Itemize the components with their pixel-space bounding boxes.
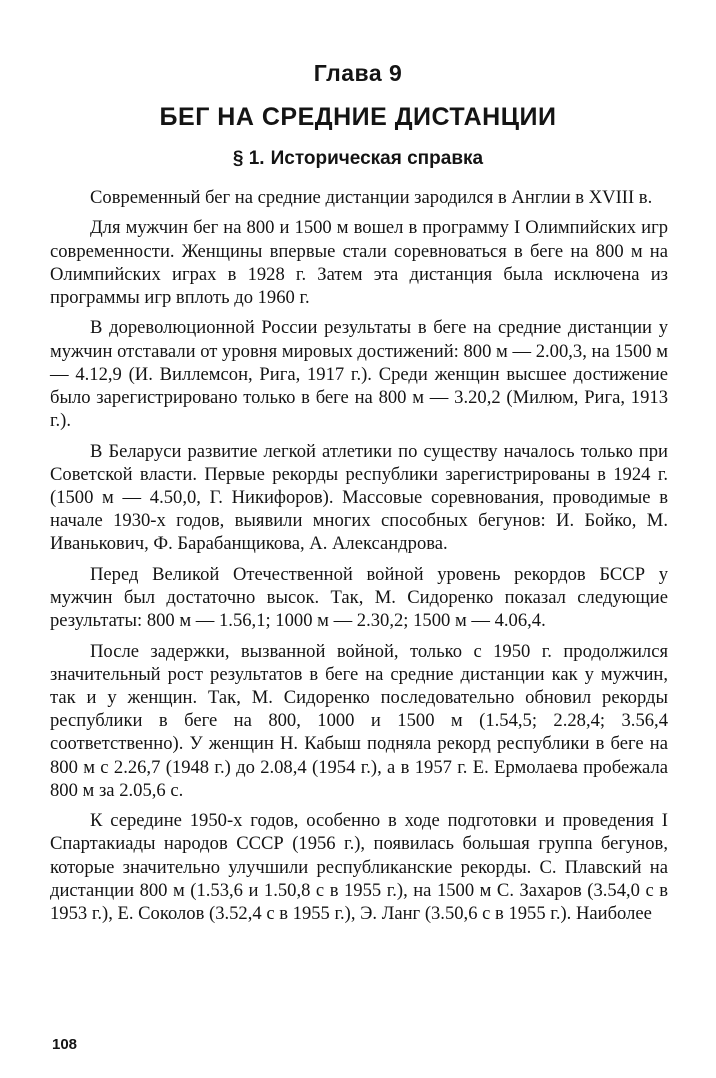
paragraph-7: К середине 1950-х годов, особенно в ходе подготовки и проведения I Спартакиады народов СССР (1956 г.), появилась большая группа бегунов, которые значительно улучшили республиканские рекорды. С. Плавский на дистанции 800 м (1.53,6 и 1.50,8 с в 1955 г.), на 1500 м С. Захаров (3.54,0 с в 1953 г.), Е. Соколов (3.52,4 с в 1955 г.), Э. Ланг (3.50,6 с в 1955 г.). Наиболее: [50, 810, 668, 925]
page-number: 108: [52, 1036, 78, 1053]
paragraph-4: В Беларуси развитие легкой атлетики по существу началось только при Советской власти. Первые рекорды республики зарегистрированы в 1924 г. (1500 м — 4.50,0, Г. Никифоров). Массовые соревнования, проводимые в начале 1930-х годов, выявили многих способных бегунов: И. Бойко, М. Иванькович, Ф. Барабанщикова, А. Александрова.: [50, 440, 668, 555]
section-title: Историческая справка: [270, 148, 484, 169]
section-heading: [0, 148, 716, 170]
paragraph-6: После задержки, вызванной войной, только с 1950 г. продолжился значительный рост результатов в беге на средние дистанции как у мужчин, так и у женщин. Так, М. Сидоренко последовательно обновил рекорды республики в беге на 800, 1000 и 1500 м (1.54,5; 2.28,4; 3.56,4 соответственно). У женщин Н. Кабыш подняла рекорд республики в беге на 800 м с 2.26,7 (1948 г.) до 2.08,4 (1954 г.), а в 1957 г. Е. Ермолаева пробежала 800 м за 2.05,6 с.: [50, 640, 668, 801]
chapter-heading: Глава 9: [313, 60, 403, 86]
paragraph-5: Перед Великой Отечественной войной уровень рекордов БССР у мужчин был достаточно высок. Так, М. Сидоренко показал следующие результаты: 800 м — 1.56,1; 1000 м — 2.30,2; 1500 м — 4.06,4.: [50, 563, 668, 632]
body-text: [50, 186, 668, 932]
paragraph-1: Современный бег на средние дистанции зародился в Англии в XVIII в.: [90, 187, 653, 208]
section-number: § 1.: [232, 148, 265, 169]
paragraph-2: Для мужчин бег на 800 и 1500 м вошел в программу I Олимпийских игр современности. Женщины впервые стали соревноваться в беге на 800 м на Олимпийских играх в 1928 г. Затем эта дистанция была исключена из программы игр вплоть до 1960 г.: [50, 217, 668, 308]
chapter-title: БЕГ НА СРЕДНИЕ ДИСТАНЦИИ: [159, 103, 557, 131]
paragraph-3: В дореволюционной России результаты в беге на средние дистанции у мужчин отставали от уровня мировых достижений: 800 м — 2.00,3, на 1500 м — 4.12,9 (И. Виллемсон, Рига, 1917 г.). Среди женщин высшее достижение было зарегистрировано только в беге на 800 м — 3.20,2 (Милюм, Рига, 1913 г.).: [50, 317, 668, 432]
